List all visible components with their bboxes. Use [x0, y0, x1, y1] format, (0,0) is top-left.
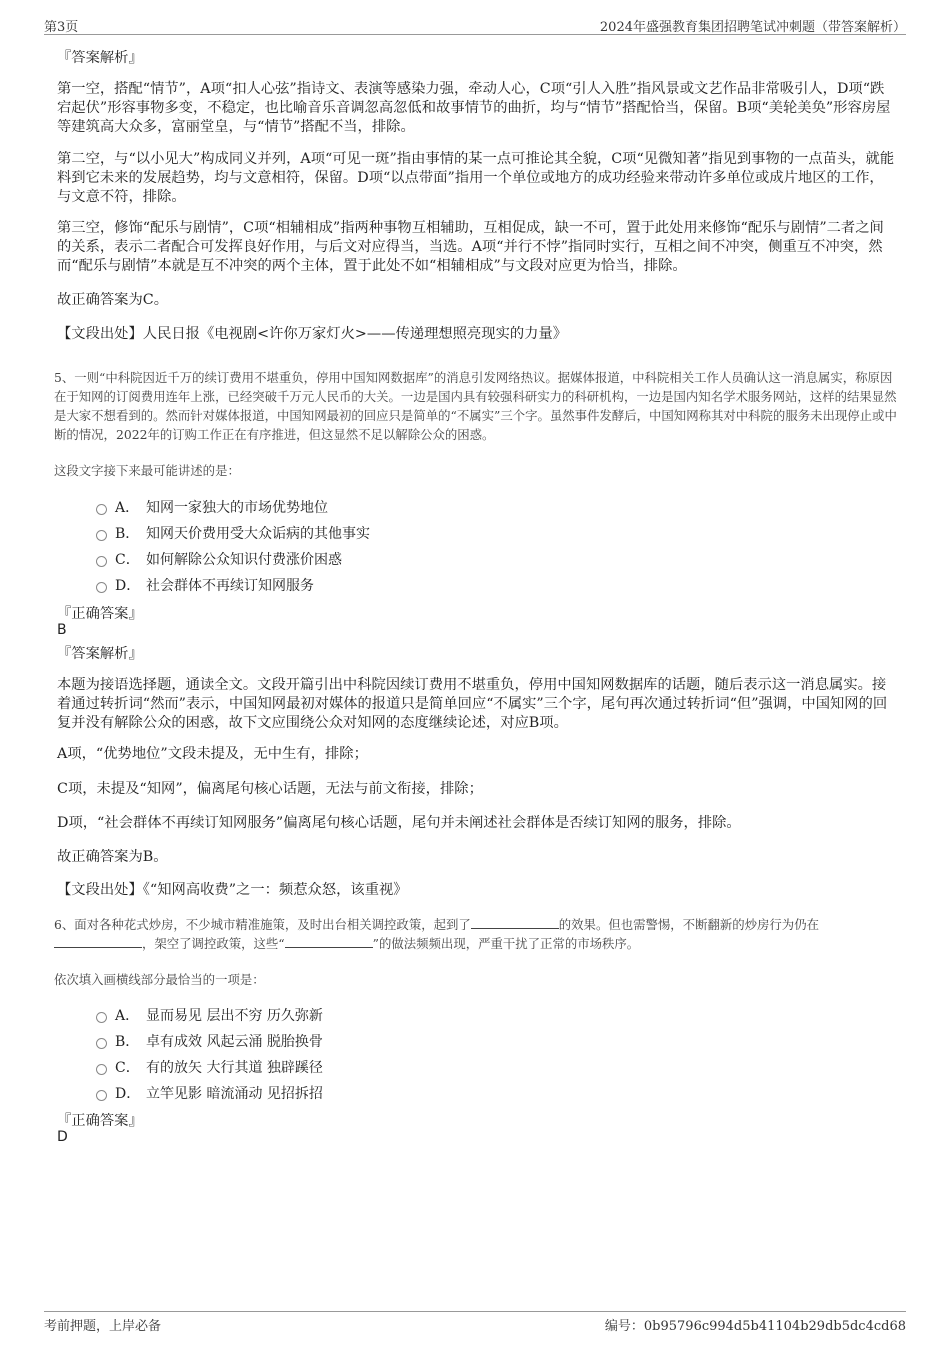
q6-lead: 依次填入画横线部分最恰当的一项是： — [54, 972, 265, 987]
option-key: A． — [115, 1008, 140, 1024]
radio-icon[interactable] — [96, 1064, 107, 1075]
q6-stem-part-1: 6、面对各种花式炒房，不少城市精准施策，及时出台相关调控政策，起到了 — [54, 917, 471, 932]
page-number: 第3页 — [44, 20, 79, 35]
q4-analysis-p3: 第三空，修饰“配乐与剧情”，C项“相辅相成”指两种事物互相辅助，互相促成，缺一不可，置于此处用来修饰“配乐与剧情”二者之间的关系，表示二者配合可发挥良好作用，与后文对应得当，当选。A项“并行不悖”指同时实行，互相之间不冲突，侧重互不冲突，然而“配乐与剧情”本就是互不冲突的两个主体，置于此处不如“相辅相成”与文段对应更为恰当，排除。 — [57, 220, 884, 274]
q6-blank-2[interactable] — [54, 935, 142, 948]
q5-source: 【文段出处】《“知网高收费”之一：频惹众怒，该重视》 — [57, 882, 408, 898]
q5-conclusion: 故正确答案为B。 — [57, 849, 168, 865]
q6-stem-part-2: 的效果。但也需警惕，不断翻新的炒房行为仍在 — [558, 917, 819, 932]
q5-option-d[interactable] — [96, 575, 314, 595]
q4-source: 【文段出处】人民日报《电视剧<许你万家灯火>——传递理想照亮现实的力量》 — [57, 326, 568, 342]
q5-analysis-p1: 本题为接语选择题，通读全文。文段开篇引出中科院因续订费用不堪重负，停用中国知网数据库的话题，随后表示这一消息属实。接着通过转折词“然而”表示，中国知网最初对媒体的报道只是简单回应“不属实”三个字，尾句再次通过转折词“但”强调，中国知网的回复并没有解除公众的困惑，故下文应围绕公众对知网的态度继续论述，对应B项。 — [57, 677, 888, 731]
q5-answer: B — [57, 622, 67, 638]
q6-answer: D — [57, 1129, 68, 1145]
radio-icon[interactable] — [96, 504, 107, 515]
radio-icon[interactable] — [96, 556, 107, 567]
option-key: C． — [115, 552, 140, 568]
option-text: 如何解除公众知识付费涨价困惑 — [146, 552, 342, 568]
option-text: 卓有成效 风起云涌 脱胎换骨 — [146, 1034, 323, 1050]
document-id: 编号：0b95796c994d5b41104b29db5dc4cd68 — [604, 1319, 906, 1334]
q5-stem: 5、一则“中科院因近千万的续订费用不堪重负，停用中国知网数据库”的消息引发网络热议。据媒体报道，中科院相关工作人员确认这一消息属实，称原因在于知网的订阅费用连年上涨，已经突破千万元人民币的大关。一边是国内具有较强科研实力的科研机构，一边是国内知名学术服务网站，这样的结果显然是大家不想看到的。然而针对媒体报道，中国知网最初的回应只是简单的“不属实”三个字。虽然事件发酵后，中国知网称其对中科院的服务未出现停止或中断的情况，2022年的订购工作正在有序推进，但这显然不足以解除公众的困惑。 — [54, 370, 897, 442]
q4-conclusion: 故正确答案为C。 — [57, 292, 169, 308]
q6-blank-1[interactable] — [471, 916, 559, 929]
option-key: A． — [115, 500, 140, 516]
option-text: 有的放矢 大行其道 独辟蹊径 — [146, 1060, 323, 1076]
q5-analysis-c: C项，未提及“知网”，偏离尾句核心话题，无法与前文衔接，排除； — [57, 781, 483, 797]
q6-option-b[interactable] — [96, 1031, 323, 1051]
q5-analysis-label: 『答案解析』 — [57, 646, 143, 662]
q5-analysis-a: A项，“优势地位”文段未提及，无中生有，排除； — [57, 746, 368, 762]
option-key: C． — [115, 1060, 140, 1076]
radio-icon[interactable] — [96, 1012, 107, 1023]
q5-option-c[interactable] — [96, 549, 342, 569]
radio-icon[interactable] — [96, 530, 107, 541]
option-text: 知网一家独大的市场优势地位 — [146, 500, 328, 516]
radio-icon[interactable] — [96, 1090, 107, 1101]
q6-option-a[interactable] — [96, 1005, 323, 1025]
option-key: B． — [115, 1034, 140, 1050]
q6-blank-3[interactable] — [285, 935, 373, 948]
page-footer — [44, 1311, 906, 1332]
option-key: B． — [115, 526, 140, 542]
q5-option-a[interactable] — [96, 497, 328, 517]
q4-analysis-p1: 第一空，搭配“情节”，A项“扣人心弦”指诗文、表演等感染力强，牵动人心，C项“引人入胜”指风景或文艺作品非常吸引人，D项“跌宕起伏”形容事物多变，不稳定，也比喻音乐音调忽高忽低和故事情节的曲折，均与“情节”搭配恰当，保留。B项“美轮美奂”形容房屋等建筑高大众多，富丽堂皇，与“情节”搭配不当，排除。 — [57, 81, 891, 135]
option-key: D． — [115, 1086, 141, 1102]
q6-answer-label: 『正确答案』 — [57, 1113, 143, 1129]
option-text: 显而易见 层出不穷 历久弥新 — [146, 1008, 323, 1024]
q6-stem-part-3: ，架空了调控政策，这些“ — [142, 936, 285, 951]
page-header — [44, 14, 906, 35]
q5-lead: 这段文字接下来最可能讲述的是： — [54, 463, 240, 478]
option-text: 知网天价费用受大众诟病的其他事实 — [146, 526, 370, 542]
radio-icon[interactable] — [96, 1038, 107, 1049]
option-text: 社会群体不再续订知网服务 — [146, 578, 314, 594]
q5-answer-label: 『正确答案』 — [57, 606, 143, 622]
q4-analysis-label: 『答案解析』 — [57, 50, 143, 66]
document-title: 2024年盛强教育集团招聘笔试冲刺题（带答案解析） — [599, 20, 906, 35]
q5-analysis-d: D项，“社会群体不再续订知网服务”偏离尾句核心话题，尾句并未阐述社会群体是否续订知网的服务，排除。 — [57, 815, 741, 831]
q6-stem — [54, 915, 898, 953]
q4-analysis-p2: 第二空，与“以小见大”构成同义并列，A项“可见一斑”指由事情的某一点可推论其全貌，C项“见微知著”指见到事物的一点苗头，就能料到它未来的发展趋势，均与文意相符，保留。D项“以点带面”指用一个单位或地方的成功经验来带动许多单位或成片地区的工作，与文意不符，排除。 — [57, 151, 895, 205]
radio-icon[interactable] — [96, 582, 107, 593]
q6-stem-part-4: ”的做法频频出现，严重干扰了正常的市场秩序。 — [372, 936, 640, 951]
q6-option-c[interactable] — [96, 1057, 323, 1077]
option-key: D． — [115, 578, 141, 594]
option-text: 立竿见影 暗流涌动 见招拆招 — [146, 1086, 323, 1102]
q5-option-b[interactable] — [96, 523, 370, 543]
q6-option-d[interactable] — [96, 1083, 323, 1103]
footer-slogan: 考前押题，上岸必备 — [44, 1319, 162, 1334]
